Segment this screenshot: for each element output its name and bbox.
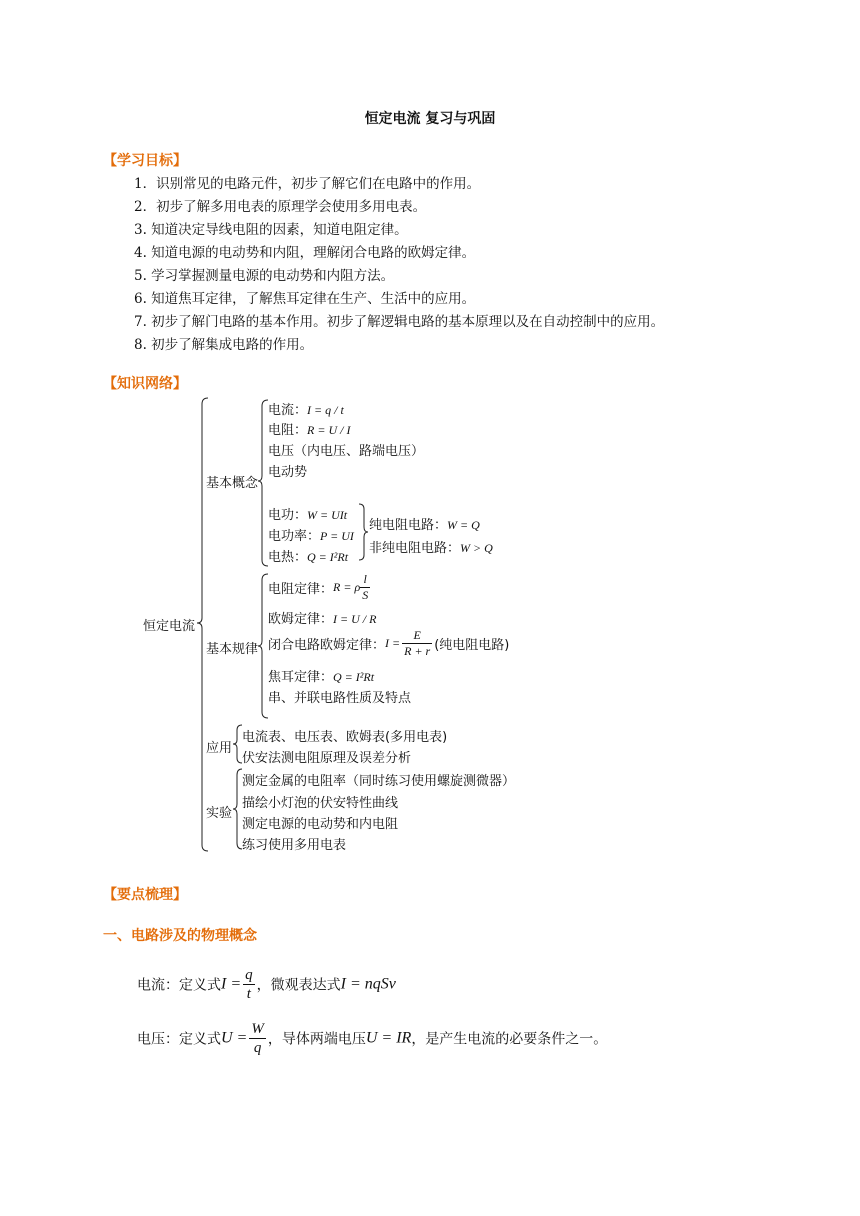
experiment-item: 测定电源的电动势和内电阻	[242, 817, 399, 832]
law-joule: 焦耳定律：Q = I²Rt	[268, 670, 375, 685]
goal-item: 1．识别常见的电路元件，初步了解它们在电路中的作用。	[134, 176, 481, 192]
goal-item: 7. 初步了解门电路的基本作用。初步了解逻辑电路的基本原理以及在自动控制中的应用。	[134, 314, 665, 330]
law-closed-circuit: 闭合电路欧姆定律：I = $\frac{E}{R + r}$ (纯电阻电路)	[268, 628, 510, 658]
keypoints-heading: 【要点梳理】	[103, 887, 187, 903]
law-series-parallel: 串、并联电路性质及特点	[268, 691, 412, 706]
goals-heading: 【学习目标】	[103, 153, 187, 169]
concept-nonpure-circuit: 非纯电阻电路：W > Q	[369, 541, 493, 556]
concept-voltage: 电压（内电压、路端电压）	[268, 444, 425, 459]
experiment-label: 实验	[206, 806, 233, 821]
section-heading-1: 一、电路涉及的物理概念	[103, 928, 257, 944]
application-item: 伏安法测电阻原理及误差分析	[242, 751, 412, 766]
goal-item: 5. 学习掌握测量电源的电动势和内阻方法。	[134, 268, 395, 284]
experiment-item: 描绘小灯泡的伏安特性曲线	[242, 796, 399, 811]
basic-laws-label: 基本规律	[206, 642, 259, 657]
goal-item: 2．初步了解多用电表的原理学会使用多用电表。	[134, 199, 427, 215]
law-resistance: 电阻定律：R = ρ $\frac{l}{S}$	[268, 572, 369, 602]
concept-power: 电功率：P = UI	[268, 529, 354, 544]
goal-item: 4. 知道电源的电动势和内阻，理解闭合电路的欧姆定律。	[134, 245, 476, 261]
concept-work: 电功：W = UIt	[268, 508, 348, 523]
network-root: 恒定电流	[143, 619, 196, 634]
law-ohm: 欧姆定律：I = U / R	[268, 612, 377, 627]
application-label: 应用	[206, 741, 233, 756]
current-definition-line: 电流：定义式I = $\frac{q}{t}$ ，微观表达式I = nqSv	[137, 967, 396, 1002]
concept-pure-circuit: 纯电阻电路：W = Q	[369, 518, 480, 533]
concept-current: 电流：I = q / t	[268, 403, 344, 418]
voltage-definition-line: 电压：定义式U = $\frac{W}{q}$ ，导体两端电压U = IR，是产生电流的必要条件之一。	[137, 1021, 608, 1056]
goal-item: 3. 知道决定导线电阻的因素，知道电阻定律。	[134, 222, 408, 238]
goal-item: 6. 知道焦耳定律，了解焦耳定律在生产、生活中的应用。	[134, 291, 476, 307]
network-heading: 【知识网络】	[103, 376, 187, 392]
goal-item: 8. 初步了解集成电路的作用。	[134, 337, 314, 353]
page-title: 恒定电流 复习与巩固	[364, 111, 496, 127]
basic-concepts-label: 基本概念	[206, 476, 259, 491]
experiment-item: 练习使用多用电表	[242, 838, 347, 853]
experiment-item: 测定金属的电阻率（同时练习使用螺旋测微器）	[242, 774, 516, 789]
application-item: 电流表、电压表、欧姆表(多用电表)	[242, 730, 448, 745]
concept-resistance: 电阻：R = U / I	[268, 423, 351, 438]
concept-emf: 电动势	[268, 465, 308, 480]
concept-heat: 电热：Q = I²Rt	[268, 550, 349, 565]
